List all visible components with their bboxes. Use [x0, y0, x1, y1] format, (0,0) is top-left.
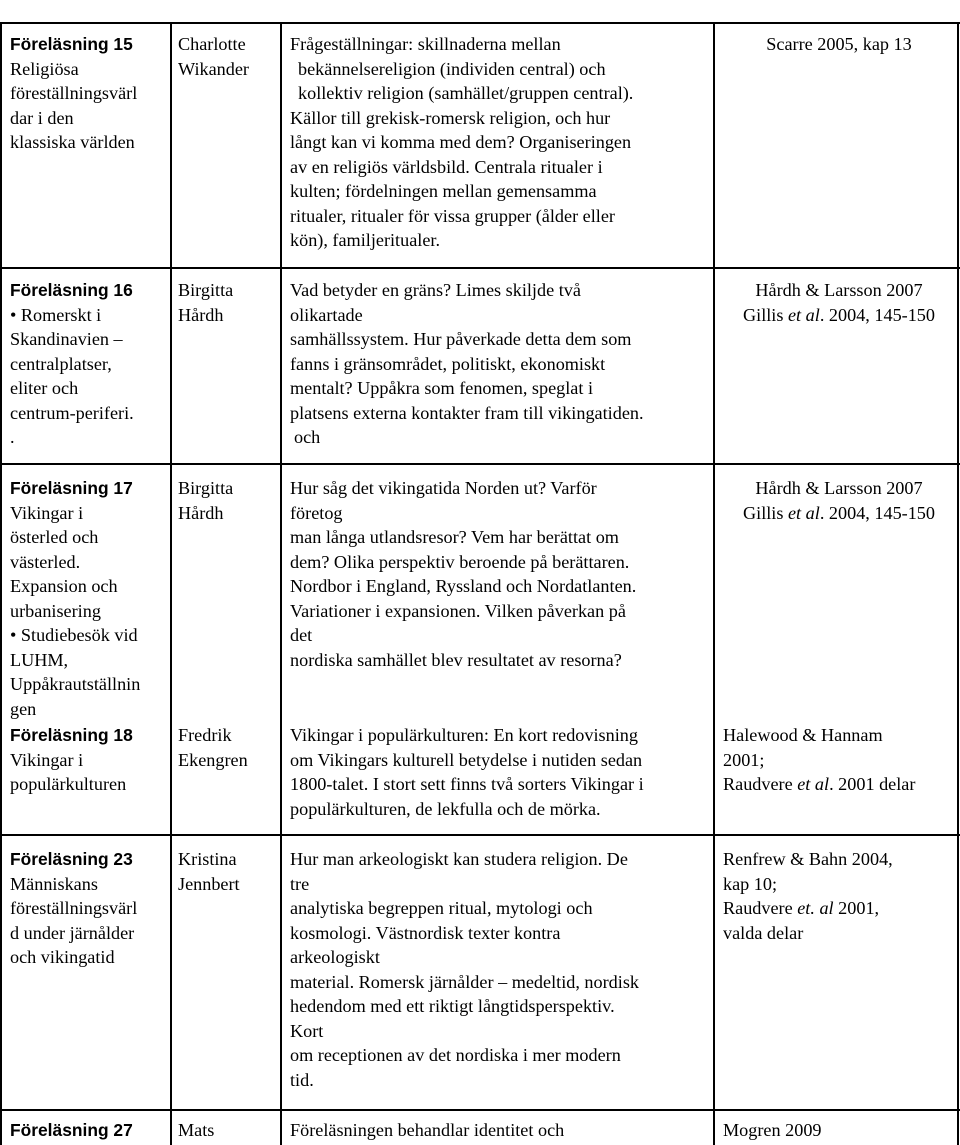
lecture-title-line: populärkulturen: [10, 774, 127, 794]
column-divider-1: [170, 22, 172, 1145]
literature-line: Mogren 2009: [723, 1120, 822, 1140]
content-line: populärkulturen, de lekfulla och de mörka.: [290, 798, 601, 819]
row-divider-1: [0, 267, 960, 269]
row-divider-top: [0, 22, 960, 24]
lecture-title-line: västerled.: [10, 551, 81, 572]
literature-line: Hårdh & Larsson 2007: [755, 478, 923, 498]
literature-line: Halewood & Hannam: [723, 725, 883, 745]
teacher-name: Jennbert: [178, 873, 240, 894]
lecture-title-line: gen: [10, 698, 37, 719]
teacher-cell-16: [178, 278, 278, 327]
lecture-title-line: österled och: [10, 527, 99, 547]
literature-cell-15: [723, 32, 955, 57]
content-cell-27: [290, 1118, 710, 1143]
teacher-name: Wikander: [178, 58, 249, 79]
teacher-name: Hårdh: [178, 502, 224, 523]
literature-line: kap 10;: [723, 873, 778, 894]
lecture-title-line: Expansion och: [10, 576, 118, 596]
lecture-title-line: LUHM,: [10, 649, 69, 670]
row-divider-2: [0, 463, 960, 465]
lecture-title-line: dar i den: [10, 107, 74, 128]
literature-line: Gillis et al. 2004, 145-150: [743, 502, 935, 523]
teacher-cell-23: [178, 847, 278, 896]
column-divider-2: [280, 22, 282, 1145]
lecture-title-line: Vikingar i: [10, 502, 84, 523]
lecture-title-line: Religiösa: [10, 58, 79, 79]
content-line: material. Romersk järnålder – medeltid, nordisk: [290, 971, 639, 992]
table-border-left: [0, 22, 2, 1145]
literature-line: Raudvere et. al 2001,: [723, 898, 880, 918]
teacher-name: Hårdh: [178, 304, 224, 325]
lecture-title-line: eliter och: [10, 378, 79, 398]
lecture-title-line: klassiska världen: [10, 132, 135, 152]
lecture-title-line: Uppåkrautställnin: [10, 674, 141, 694]
column-divider-3: [713, 22, 715, 1145]
lecture-title-line: • Studiebesök vid: [10, 625, 138, 645]
lecture-number: Föreläsning 18: [10, 725, 133, 745]
teacher-cell-17: [178, 476, 278, 525]
content-line: bekännelsereligion (individen central) och: [298, 58, 606, 79]
lecture-title-line: Människans: [10, 873, 98, 894]
row-divider-3: [0, 834, 960, 836]
content-line: kollektiv religion (samhället/gruppen central).: [298, 83, 634, 103]
lecture-title-line: föreställningsvärl: [10, 898, 138, 918]
lecture-title-line: d under järnålder: [10, 922, 135, 943]
lecture-cell-18: [10, 723, 170, 797]
lecture-number: Föreläsning 15: [10, 34, 133, 54]
content-line: platsens externa kontakter fram till vikingatiden.: [290, 402, 644, 423]
literature-line: valda delar: [723, 922, 804, 943]
lecture-cell-23: [10, 847, 170, 970]
content-line: Kort: [290, 1020, 324, 1041]
content-line: Nordbor i England, Ryssland och Nordatlanten.: [290, 576, 637, 596]
literature-line: 2001;: [723, 749, 765, 770]
content-line: Variationer i expansionen. Vilken påverkan på: [290, 600, 626, 621]
teacher-name: Birgitta: [178, 280, 234, 300]
content-line: analytiska begreppen ritual, mytologi och: [290, 898, 593, 918]
content-line: ritualer, ritualer för vissa grupper (ålder eller: [290, 205, 615, 226]
lecture-number: Föreläsning 27: [10, 1120, 133, 1140]
literature-cell-23: [723, 847, 955, 945]
content-cell-18: [290, 723, 710, 821]
row-divider-4: [0, 1109, 960, 1111]
teacher-name: Ekengren: [178, 749, 248, 770]
content-line: Vikingar i populärkulturen: En kort redovisning: [290, 725, 638, 745]
lecture-title-line: .: [10, 427, 15, 447]
content-line: olikartade: [290, 304, 363, 325]
content-line: av en religiös världsbild. Centrala ritualer i: [290, 156, 603, 177]
lecture-title-line: föreställningsvärl: [10, 83, 138, 103]
literature-cell-27: [723, 1118, 955, 1143]
lecture-title-line: och vikingatid: [10, 947, 115, 967]
lecture-cell-27: [10, 1118, 170, 1143]
teacher-cell-27: [178, 1118, 278, 1143]
lecture-number: Föreläsning 16: [10, 280, 133, 300]
content-line: hedendom med ett riktigt långtidsperspektiv.: [290, 996, 615, 1016]
content-cell-23: [290, 847, 710, 1092]
content-line: kulten; fördelningen mellan gemensamma: [290, 181, 597, 201]
content-line: man långa utlandsresor? Vem har berättat om: [290, 527, 619, 547]
lecture-title-line: • Romerskt i: [10, 304, 102, 325]
lecture-number: Föreläsning 17: [10, 478, 133, 498]
content-line: Vad betyder en gräns? Limes skiljde två: [290, 280, 581, 300]
literature-cell-18: [723, 723, 955, 797]
content-line: om Vikingars kulturell betydelse i nutiden sedan: [290, 749, 643, 770]
content-line: fanns i gränsområdet, politiskt, ekonomiskt: [290, 353, 606, 374]
lecture-cell-16: [10, 278, 170, 450]
literature-cell-16: [723, 278, 955, 327]
content-cell-17: [290, 476, 710, 672]
content-line: tre: [290, 873, 310, 894]
lecture-number: Föreläsning 23: [10, 849, 133, 869]
literature-line: Scarre 2005, kap 13: [766, 34, 912, 54]
lecture-cell-17: [10, 476, 170, 721]
content-line: Hur man arkeologiskt kan studera religion. De: [290, 849, 628, 869]
content-line: mentalt? Uppåkra som fenomen, speglat i: [290, 378, 594, 398]
content-line: företog: [290, 502, 343, 523]
content-line: långt kan vi komma med dem? Organiseringen: [290, 132, 632, 152]
content-cell-16: [290, 278, 710, 450]
content-line: Källor till grekisk-romersk religion, och hur: [290, 107, 611, 128]
lecture-title-line: centralplatser,: [10, 353, 112, 374]
lecture-title-line: Vikingar i: [10, 749, 84, 770]
content-line: arkeologiskt: [290, 947, 380, 967]
table-border-right: [957, 22, 959, 1145]
lecture-title-line: urbanisering: [10, 600, 101, 621]
content-line: kosmologi. Västnordisk texter kontra: [290, 922, 561, 943]
teacher-cell-18: [178, 723, 278, 772]
teacher-name: Birgitta: [178, 478, 234, 498]
literature-cell-17: [723, 476, 955, 525]
content-line: 1800-talet. I stort sett finns två sorters Vikingar i: [290, 774, 644, 794]
literature-line: Raudvere et al. 2001 delar: [723, 774, 916, 794]
literature-line: Gillis et al. 2004, 145-150: [743, 304, 935, 325]
content-line: kön), familjeritualer.: [290, 230, 440, 250]
lecture-title-line: Skandinavien –: [10, 329, 123, 349]
literature-line: Hårdh & Larsson 2007: [755, 280, 923, 300]
lecture-title-line: centrum-periferi.: [10, 402, 134, 423]
teacher-name: Kristina: [178, 849, 237, 869]
content-line: och: [294, 427, 321, 447]
content-line: Föreläsningen behandlar identitet och: [290, 1120, 565, 1140]
teacher-cell-15: [178, 32, 278, 81]
teacher-name: Mats: [178, 1120, 215, 1140]
teacher-name: Charlotte: [178, 34, 246, 54]
lecture-cell-15: [10, 32, 170, 155]
content-line: Hur såg det vikingatida Norden ut? Varför: [290, 478, 597, 498]
content-line: om receptionen av det nordiska i mer modern: [290, 1045, 621, 1065]
content-line: samhällssystem. Hur påverkade detta dem som: [290, 329, 632, 349]
content-line: tid.: [290, 1069, 314, 1090]
content-cell-15: [290, 32, 710, 253]
content-line: nordiska samhället blev resultatet av resorna?: [290, 649, 622, 670]
content-line: det: [290, 625, 313, 645]
teacher-name: Fredrik: [178, 725, 232, 745]
content-line: Frågeställningar: skillnaderna mellan: [290, 34, 561, 54]
content-line: dem? Olika perspektiv beroende på berättaren.: [290, 551, 630, 572]
literature-line: Renfrew & Bahn 2004,: [723, 849, 893, 869]
